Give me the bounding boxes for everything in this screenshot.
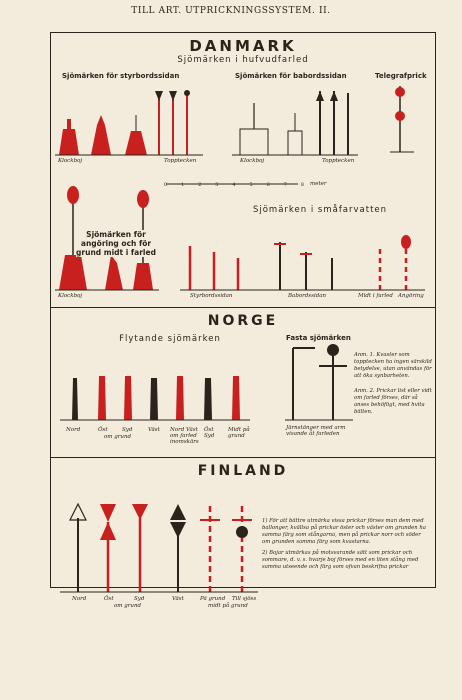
norge-title: NORGE — [207, 313, 279, 329]
fi-caption-midt-pa-grund: midt på grund — [208, 603, 248, 609]
norge-anm1: Anm. 1. Kvaster som topptecken ha ingen särskild betydelse, utan användas för att öka synbarheten. — [354, 352, 432, 379]
caption-om-grund: om grund — [104, 434, 132, 440]
fi-caption-ost: Öst — [104, 596, 114, 602]
telegraf-heading: Telegrafprick — [375, 72, 427, 80]
page-header: TILL ART. UTPRICKNINGSSYSTEM. II. — [131, 6, 331, 16]
fi-caption-vast: Väst — [172, 596, 184, 602]
fi-caption-pa-grund: Pä grund — [200, 596, 226, 602]
scale-unit: meter — [310, 181, 327, 187]
spar-buoy-red — [91, 115, 111, 155]
finland-note-1: 1) För att bättre utmärka vissa prickar förses man dem med ballonger, kvällsa på prickar öster och väster om grunden ha samma färg som stångarna, men på prickar norr och söder om grunden samma färg som kvastarna. — [262, 518, 426, 545]
smafarvatten-heading: Sjömärken i småfarvatten — [252, 205, 388, 215]
caption-styrbord: Styrbordssidan — [190, 293, 233, 299]
caption-topptecken-1: Topptecken — [164, 158, 197, 164]
styrbord-heading: Sjömärken för styrbordssidan — [62, 72, 180, 80]
smafarvatten-markers — [180, 232, 430, 294]
caption-angoring: Angöring — [398, 293, 424, 299]
scale-numbers: 0 1 2 3 4 5 6 7 8 — [164, 182, 304, 188]
babord-heading: Sjömärken för babordssidan — [235, 72, 347, 80]
divider-norge-finland — [50, 457, 436, 458]
flytande-markers — [60, 368, 260, 424]
finland-title: FINLAND — [197, 463, 289, 479]
caption-syd: Syd — [122, 427, 133, 433]
fasta-heading: Fasta sjömärken — [286, 334, 351, 342]
telegraf-marker — [384, 82, 424, 157]
caption-nord: Nord — [66, 427, 81, 433]
fi-caption-om-grund: om grund — [114, 603, 142, 609]
caption-ost: Öst — [98, 427, 108, 433]
fi-caption-till-sjoss: Till sjöss — [232, 596, 257, 602]
fi-caption-syd: Syd — [134, 596, 145, 602]
fasta-marker — [285, 340, 355, 422]
caption-topptecken-2: Topptecken — [322, 158, 355, 164]
caption-klockboj-3: Klockboj — [58, 293, 83, 299]
caption-jarnstanger: Järnstänger med arm visande åt farleden — [286, 425, 346, 437]
caption-vast: Väst — [148, 427, 160, 433]
bell-buoy-red — [125, 131, 147, 155]
finland-note-2: 2) Bojar utmärkas på motsvarande sätt som prickar och sommare, d. v. s. hvarje boj förses med en liten stång med samma utseende och färg som ofvan beskrifna prickar — [262, 550, 419, 570]
norge-anm2: Anm. 2. Prickar list eller vidt om farled förses, där så anses behöfligt, med hvita bälten. — [354, 388, 432, 415]
divider-danmark-norge — [50, 307, 436, 308]
caption-klockboj-1: Klockboj — [58, 158, 83, 164]
caption-klockboj-2: Klockboj — [240, 158, 265, 164]
angoring-text: Sjömärken för angöring och för grund midt i farled — [76, 230, 156, 257]
babord-markers — [232, 85, 362, 160]
danmark-title: DANMARK — [189, 37, 297, 55]
caption-ost-syd: Öst Syd — [204, 427, 215, 439]
danmark-subtitle: Sjömärken i hufvudfarled — [177, 55, 309, 65]
caption-midt: Midt i farled — [358, 293, 393, 299]
caption-nord-vast: Nord Väst om farled inomskärs — [170, 427, 199, 445]
finland-markers — [60, 500, 260, 595]
caption-babord: Babordssidan — [288, 293, 327, 299]
can-buoy-red — [59, 129, 79, 155]
styrbord-markers — [55, 85, 205, 160]
caption-midt-pa-grund: Midt på grund — [228, 427, 250, 439]
flytande-heading: Flytande sjömärken — [119, 334, 221, 344]
fi-caption-nord: Nord — [72, 596, 87, 602]
